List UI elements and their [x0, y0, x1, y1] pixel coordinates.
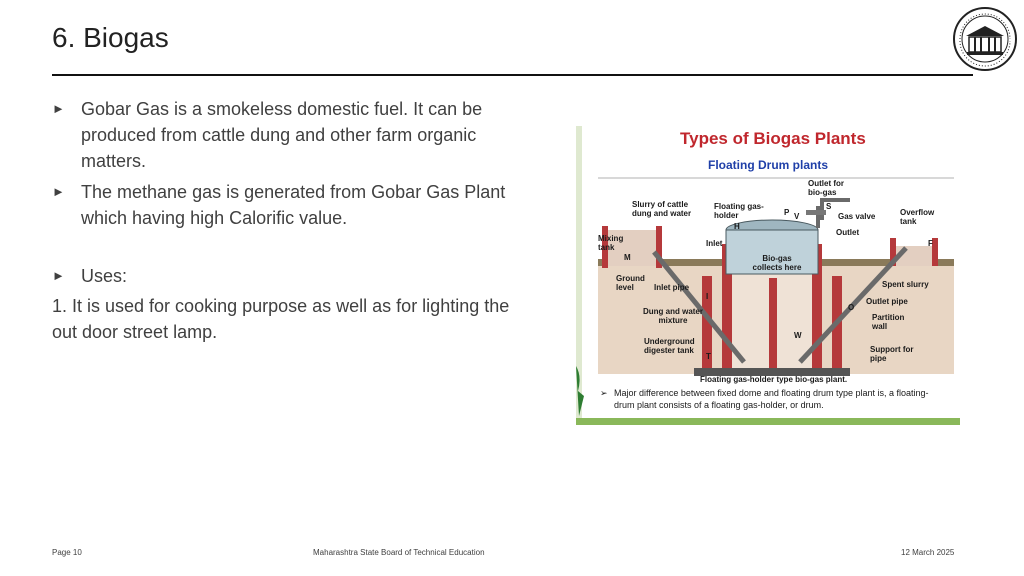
- bullet-item-uses: ► Uses:: [52, 263, 522, 289]
- label-dung: Dung and water mixture: [642, 307, 703, 325]
- label-outlet: Outlet: [836, 228, 860, 237]
- bullet-arrow-icon: ►: [52, 101, 65, 116]
- label-outlet-gas: Outlet for bio-gas: [808, 179, 844, 197]
- note-arrow-icon: ➢: [600, 388, 608, 398]
- label-m: M: [624, 253, 631, 262]
- footer-date: 12 March 2025: [901, 548, 955, 557]
- label-o: O: [848, 303, 855, 312]
- figure-bottom-bar: [576, 418, 960, 425]
- label-partition: Partition wall: [872, 313, 905, 331]
- label-overflow: Overflow tank: [900, 208, 935, 226]
- label-v: V: [794, 212, 800, 221]
- label-slurry: Slurry of cattle dung and water: [632, 200, 692, 218]
- label-s: S: [826, 202, 832, 211]
- label-underground: Underground digester tank: [644, 337, 695, 355]
- page-number: Page 10: [52, 548, 82, 557]
- figure-subtitle: Floating Drum plants: [708, 158, 828, 172]
- label-f: F: [928, 239, 933, 248]
- label-support: Support for pipe: [870, 345, 914, 363]
- label-t: T: [706, 352, 711, 361]
- bullet-arrow-icon: ►: [52, 184, 65, 199]
- label-outlet-pipe: Outlet pipe: [866, 297, 908, 306]
- footer-org: Maharashtra State Board of Technical Education: [313, 548, 485, 557]
- figure-caption: Floating gas-holder type bio-gas plant.: [700, 375, 848, 384]
- page-title: 6. Biogas: [52, 22, 169, 53]
- label-biogas: Bio-gas collects here: [752, 254, 802, 272]
- label-ground: Ground level: [616, 274, 645, 292]
- label-gas-valve: Gas valve: [838, 212, 876, 221]
- msbte-logo-icon: [952, 6, 1018, 72]
- bullet-list: [52, 96, 522, 363]
- label-i: I: [706, 292, 709, 301]
- figure-title: Types of Biogas Plants: [680, 129, 866, 148]
- label-w: W: [794, 331, 802, 340]
- label-h: H: [734, 222, 740, 231]
- use-item-1: 1. It is used for cooking purpose as well as for lighting the out door street lamp.: [52, 296, 510, 342]
- label-inlet-pipe: Inlet pipe: [654, 283, 690, 292]
- label-floating: Floating gas-holder: [714, 202, 764, 220]
- label-spent: Spent slurry: [882, 280, 929, 289]
- label-p: P: [784, 208, 790, 217]
- figure-note: ➢ Major difference between fixed dome and floating drum type plant is, a floating-drum plant consists of a floating gas-holder, or drum.: [600, 388, 929, 410]
- label-inlet: Inlet: [706, 239, 723, 248]
- bullet-item: ► The methane gas is generated from Gobar Gas Plant which having high Calorific value.: [52, 179, 522, 231]
- title-divider: [52, 74, 973, 76]
- bullet-arrow-icon: ►: [52, 268, 65, 283]
- biogas-plant-figure: [576, 126, 960, 425]
- label-mixing: Mixing tank: [598, 234, 624, 252]
- bullet-item: ► Gobar Gas is a smokeless domestic fuel. It can be produced from cattle dung and other farm organic matters.: [52, 96, 522, 174]
